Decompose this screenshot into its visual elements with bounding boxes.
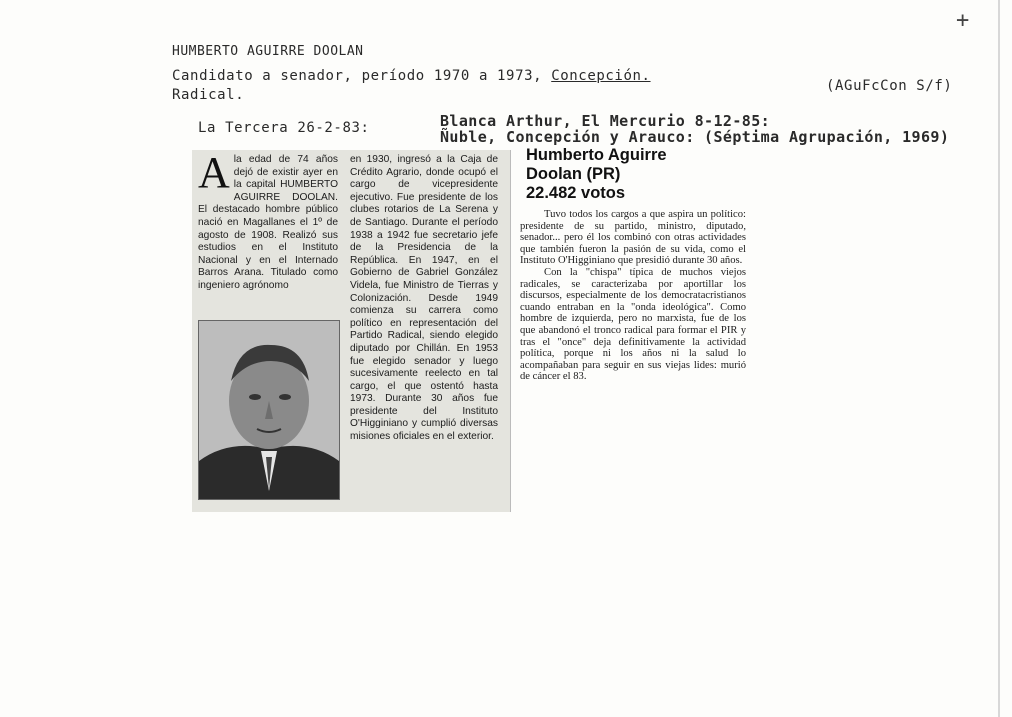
obituary-column-1 [198, 148, 338, 293]
mercurio-paragraph-2: Con la "chispa" típica de muchos viejos radicales, se caracterizaba por aportillar los discursos, especialmente de los democratacristianos cuando entraban en la "onda ideológica". Como hombre de izquierda, pero no marxista, fue de los que abandonó el tronco radical para formar el PIR y tras el "once" deja definitivamente la actividad política, porque ni los años ni la salud lo acompañaban para seguir en sus viejas lides: murió de cáncer el 83. [520, 266, 746, 383]
mercurio-body [520, 209, 746, 383]
obituary-clipping [192, 150, 511, 512]
corner-plus-mark: + [956, 8, 970, 33]
subject-name: HUMBERTO AGUIRRE DOOLAN [172, 44, 364, 59]
source-mercurio: Blanca Arthur, El Mercurio 8-12-85: [440, 112, 771, 130]
source-agrupacion: Ñuble, Concepción y Arauco: (Séptima Agrupación, 1969) [440, 128, 950, 146]
archive-code: (AGuFcCon S/f) [826, 78, 953, 94]
obituary-text-1: la edad de 74 años dejó de existir ayer en la capital HUMBERTO AGUIRRE DOOLAN. El destacado hombre público nació en Magallanes el 1º de agosto de 1908. Realizó sus estudios en el Instituto Nacional y en el Internado Barros Arana. Titulado como ingeniero agrónomo [198, 154, 338, 291]
obituary-column-2: en 1930, ingresó a la Caja de Crédito Agrario, donde ocupó el cargo de vicepresidente ejecutivo. Fue presidente de los clubes rotarios de La Serena y de Santiago. Durante el período 1938 a 1942 fue secretario jefe de la Presidencia de la República. En 1947, en el Gobierno de Gabriel González Videla, fue Ministro de Tierras y Colonización. Desde 1949 comienza su carrera como político en representación del Partido Radical, siendo elegido diputado por Chillán. En 1953 fue elegido senador y luego sucesivamente reelecto en tal cargo, el que ostentó hasta 1973. Durante 30 años fue presidente del Instituto O'Higginiano y cumplió diversas misiones oficiales en el exterior. [350, 154, 498, 443]
candidacy-city: Concepción. [551, 68, 651, 84]
mercurio-clipping [520, 146, 746, 383]
portrait-photo [198, 320, 340, 500]
headline-votes: 22.482 votos [526, 184, 626, 202]
portrait-illustration [199, 321, 339, 499]
source-la-tercera: La Tercera 26-2-83: [198, 120, 370, 136]
headline-name: Humberto Aguirre [526, 146, 667, 164]
drop-cap: A [198, 148, 230, 197]
mercurio-paragraph-1: Tuvo todos los cargos a que aspira un político: presidente de su partido, ministro, diputado, senador... pero él los combinó con otras actividades que también fueron la pasión de su vida, como el Instituto O'Higginiano que presidió durante 30 años. [520, 209, 746, 267]
party-line: Radical. [172, 87, 245, 103]
page-edge [998, 0, 1000, 717]
headline-party: Doolan (PR) [526, 165, 621, 183]
candidacy-line [172, 68, 651, 84]
candidacy-text: Candidato a senador, período 1970 a 1973, [172, 68, 543, 84]
